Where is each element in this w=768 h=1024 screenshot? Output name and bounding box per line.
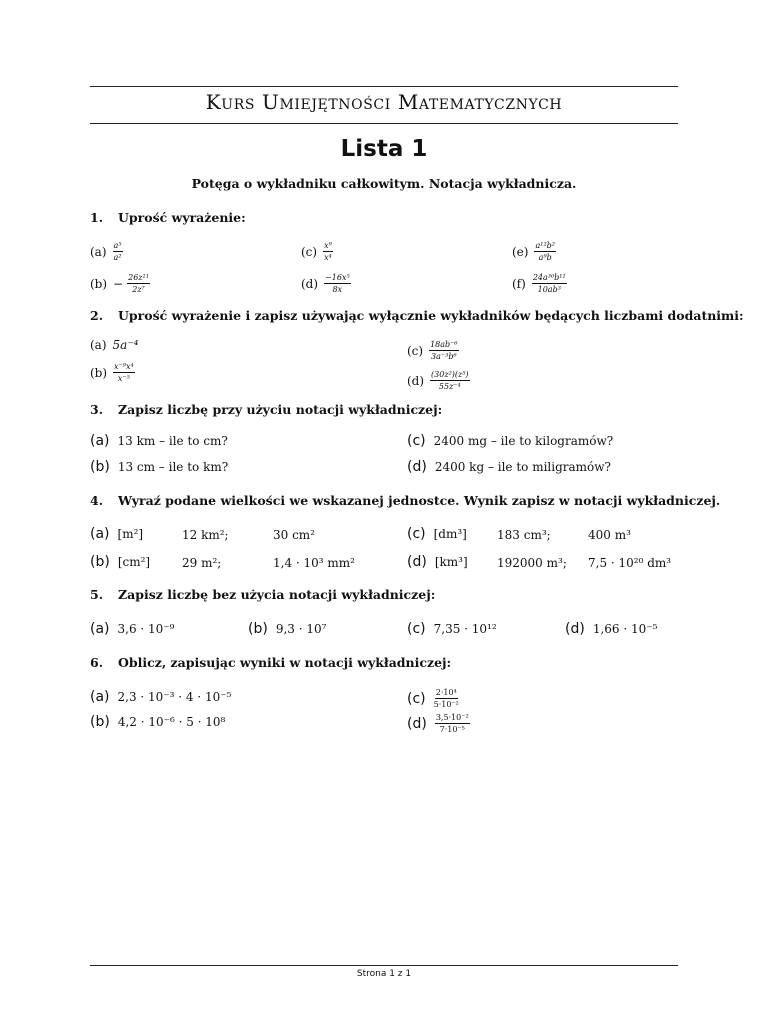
item-text: 3,6 · 10⁻⁹: [117, 622, 175, 636]
task-3d: [407, 459, 611, 475]
numerator: x⁹: [324, 241, 332, 250]
title-underline-rule: [90, 123, 678, 124]
denominator: 7·10⁻⁵: [439, 725, 465, 734]
item-text: 9,3 · 10⁷: [275, 622, 327, 636]
numerator: (30z²)(z⁵): [431, 370, 469, 379]
fraction: [430, 370, 470, 391]
denominator: 2z⁷: [132, 285, 145, 294]
target-unit: [m²]: [117, 527, 144, 541]
item-label: (d): [407, 554, 427, 570]
task-4a-value-1: 12 km²;: [182, 528, 229, 542]
item-label: (d): [407, 373, 425, 388]
numerator: a¹²b²: [535, 241, 555, 250]
task-5a: [90, 621, 174, 637]
item-text: 2,3 · 10⁻³ · 4 · 10⁻⁵: [117, 690, 232, 704]
denominator: x⁻⁵: [117, 374, 130, 383]
item-text: 2400 mg – ile to kilogramów?: [433, 434, 614, 448]
task-5b: [248, 621, 326, 637]
task-6b: [90, 714, 225, 730]
topic-subtitle: Potęga o wykładniku całkowitym. Notacja wykładnicza.: [191, 176, 577, 191]
item-text: 1,66 · 10⁻⁵: [592, 622, 658, 636]
task-4d: [407, 554, 468, 570]
task-title: Uprość wyrażenie i zapisz używając wyłącznie wykładników będących liczbami dodatnimi:: [118, 308, 744, 323]
numerator: −16x⁵: [325, 273, 350, 282]
item-label: (b): [90, 714, 110, 730]
task-2b: [90, 362, 135, 383]
task-number: 4.: [90, 493, 104, 508]
item-text: 13 km – ile to cm?: [117, 434, 228, 448]
task-1f: [512, 273, 567, 294]
task-number: 1.: [90, 210, 104, 225]
fraction: [534, 241, 556, 262]
task-2a: [90, 338, 138, 352]
task-6a: [90, 689, 231, 705]
task-title: Oblicz, zapisując wyniki w notacji wykładniczej:: [118, 655, 452, 670]
task-4d-value-1: 192000 m³;: [497, 556, 567, 570]
denominator: x⁴: [324, 253, 332, 262]
task-6-heading: [90, 655, 451, 670]
task-6d: [407, 713, 470, 734]
numerator: x⁻⁹x⁴: [114, 362, 134, 371]
numerator: 26z¹¹: [128, 273, 149, 282]
numerator: 2·10⁴: [435, 688, 457, 697]
item-label: (a): [90, 621, 110, 637]
footer-rule: [90, 965, 678, 966]
task-number: 6.: [90, 655, 104, 670]
item-label: (b): [90, 459, 110, 475]
fraction: [113, 362, 135, 383]
fraction: [127, 273, 150, 294]
task-5c: [407, 621, 497, 637]
task-number: 3.: [90, 402, 104, 417]
task-title: Zapisz liczbę przy użyciu notacji wykładniczej:: [118, 402, 443, 417]
numerator: a⁵: [113, 241, 122, 250]
task-1a: [90, 241, 123, 262]
item-text: 13 cm – ile to km?: [117, 460, 229, 474]
fraction: [434, 688, 459, 709]
task-4c-value-2: 400 m³: [588, 528, 631, 542]
task-6c: [407, 688, 459, 709]
minus-sign: −: [113, 276, 124, 291]
item-label: (b): [90, 554, 110, 570]
task-5-heading: [90, 587, 435, 602]
task-1-heading: [90, 210, 246, 225]
numerator: 18ab⁻⁶: [430, 340, 458, 349]
task-1e: [512, 241, 556, 262]
fraction: [532, 273, 567, 294]
item-label: (d): [301, 276, 319, 291]
item-label: (a): [90, 433, 110, 449]
item-text: 4,2 · 10⁻⁶ · 5 · 10⁸: [117, 715, 226, 729]
task-2-heading: [90, 308, 744, 323]
task-4c: [407, 526, 467, 542]
task-number: 5.: [90, 587, 104, 602]
task-4b-value-1: 29 m²;: [182, 556, 222, 570]
denominator: a⁹b: [538, 253, 552, 262]
denominator: 3a⁻³b⁶: [431, 352, 457, 361]
task-4a: [90, 526, 143, 542]
task-4c-value-1: 183 cm³;: [497, 528, 551, 542]
denominator: 5·10⁻²: [433, 700, 459, 709]
task-2d: [407, 370, 470, 391]
task-3b: [90, 459, 228, 475]
top-rule: [90, 86, 678, 87]
task-4d-value-2: 7,5 · 10²⁰ dm³: [588, 556, 672, 570]
item-label: (b): [90, 365, 108, 380]
denominator: 55z⁻⁴: [438, 382, 461, 391]
fraction: [429, 340, 459, 361]
page-number: Strona 1 z 1: [356, 969, 412, 979]
task-1c: [301, 241, 333, 262]
numerator: 3,5·10⁻²: [435, 713, 469, 722]
item-label: (c): [407, 690, 426, 707]
task-title: Zapisz liczbę bez użycia notacji wykładniczej:: [118, 587, 436, 602]
task-4b-value-2: 1,4 · 10³ mm²: [273, 556, 355, 570]
numerator: 24a³⁰b¹¹: [532, 273, 566, 282]
item-label: (c): [301, 244, 318, 259]
item-label: (f): [512, 276, 526, 291]
task-title: Uprość wyrażenie:: [118, 210, 246, 225]
item-label: (d): [565, 621, 585, 637]
course-title: Kurs Umiejętności Matematycznych: [205, 90, 563, 114]
item-text: 7,35 · 10¹²: [433, 622, 497, 636]
item-label: (a): [90, 338, 107, 352]
fraction: [323, 241, 333, 262]
task-4a-value-2: 30 cm²: [273, 528, 315, 542]
item-label: (a): [90, 689, 110, 705]
task-1b: [90, 273, 150, 294]
task-1d: [301, 273, 351, 294]
task-4-heading: [90, 493, 720, 508]
list-title: Lista 1: [340, 136, 428, 162]
task-3a: [90, 433, 228, 449]
target-unit: [km³]: [434, 555, 468, 569]
item-label: (d): [407, 459, 427, 475]
denominator: 8x: [332, 285, 343, 294]
task-5d: [565, 621, 657, 637]
item-label: (a): [90, 244, 107, 259]
item-label: (b): [90, 276, 108, 291]
fraction: [113, 241, 123, 262]
task-2c: [407, 340, 459, 361]
fraction: [435, 713, 470, 734]
target-unit: [cm²]: [117, 555, 151, 569]
task-3-heading: [90, 402, 442, 417]
task-4b: [90, 554, 150, 570]
task-number: 2.: [90, 308, 104, 323]
item-label: (b): [248, 621, 268, 637]
item-label: (e): [512, 244, 529, 259]
expression: 5a⁻⁴: [112, 338, 139, 352]
item-label: (c): [407, 526, 426, 542]
item-label: (c): [407, 621, 426, 637]
item-label: (c): [407, 343, 424, 358]
task-3c: [407, 433, 613, 449]
fraction: [324, 273, 351, 294]
task-title: Wyraź podane wielkości we wskazanej jednostce. Wynik zapisz w notacji wykładniczej.: [118, 493, 721, 508]
target-unit: [dm³]: [433, 527, 467, 541]
item-label: (c): [407, 433, 426, 449]
denominator: 10ab³: [537, 285, 561, 294]
item-text: 2400 kg – ile to miligramów?: [434, 460, 611, 474]
item-label: (d): [407, 715, 427, 732]
denominator: a²: [113, 253, 122, 262]
item-label: (a): [90, 526, 110, 542]
